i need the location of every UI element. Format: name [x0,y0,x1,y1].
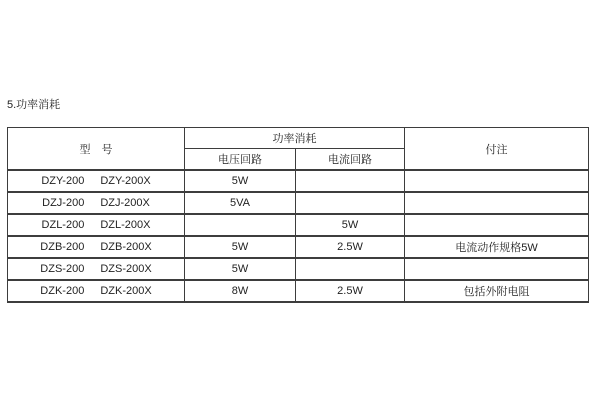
table-row-dzl [8,214,589,236]
model-name-x: DZK-200X [100,285,152,297]
model-name: DZB-200 [40,241,85,253]
current-circuit-cell [296,170,405,192]
col-header-voltage-circuit: 电压回路 [185,149,296,171]
note-cell [405,258,589,280]
model-cell [8,280,185,302]
current-circuit-cell: 2.5W [296,280,405,302]
voltage-circuit-cell: 5W [185,258,296,280]
model-cell [8,214,185,236]
voltage-circuit-cell: 5VA [185,192,296,214]
current-circuit-cell [296,192,405,214]
model-name: DZL-200 [41,219,85,231]
col-header-power-consumption: 功率消耗 [185,128,405,149]
model-pair [8,285,184,297]
section-title: 5.功率消耗 [7,99,61,111]
model-cell [8,170,185,192]
note-cell: 电流动作规格5W [405,236,589,258]
table-row-dzj [8,192,589,214]
current-circuit-cell: 5W [296,214,405,236]
note-cell [405,170,589,192]
model-cell [8,192,185,214]
model-name-x: DZB-200X [100,241,152,253]
voltage-circuit-cell [185,214,296,236]
table-row-dzb [8,236,589,258]
model-name-x: DZS-200X [100,263,152,275]
model-name-x: DZJ-200X [100,197,150,209]
col-header-current-circuit: 电流回路 [296,149,405,171]
current-circuit-cell [296,258,405,280]
table-row-dzy [8,170,589,192]
model-name: DZS-200 [40,263,85,275]
voltage-circuit-cell: 8W [185,280,296,302]
model-pair [8,219,184,231]
model-name-x: DZL-200X [100,219,151,231]
table-row-dzk [8,280,589,302]
voltage-circuit-cell: 5W [185,236,296,258]
model-name-x: DZY-200X [100,175,151,187]
voltage-circuit-cell: 5W [185,170,296,192]
model-name: DZJ-200 [42,197,85,209]
col-header-notes: 付注 [405,128,589,171]
model-cell [8,236,185,258]
note-cell: 包括外附电阻 [405,280,589,302]
model-pair [8,241,184,253]
note-cell [405,192,589,214]
table-row-dzs [8,258,589,280]
col-header-model: 型 号 [8,128,185,171]
header-row-top [8,128,589,149]
note-cell [405,214,589,236]
model-name: DZK-200 [40,285,85,297]
model-pair [8,263,184,275]
model-cell [8,258,185,280]
model-pair [8,197,184,209]
power-consumption-table [7,127,589,303]
current-circuit-cell: 2.5W [296,236,405,258]
model-name: DZY-200 [41,175,85,187]
model-pair [8,175,184,187]
